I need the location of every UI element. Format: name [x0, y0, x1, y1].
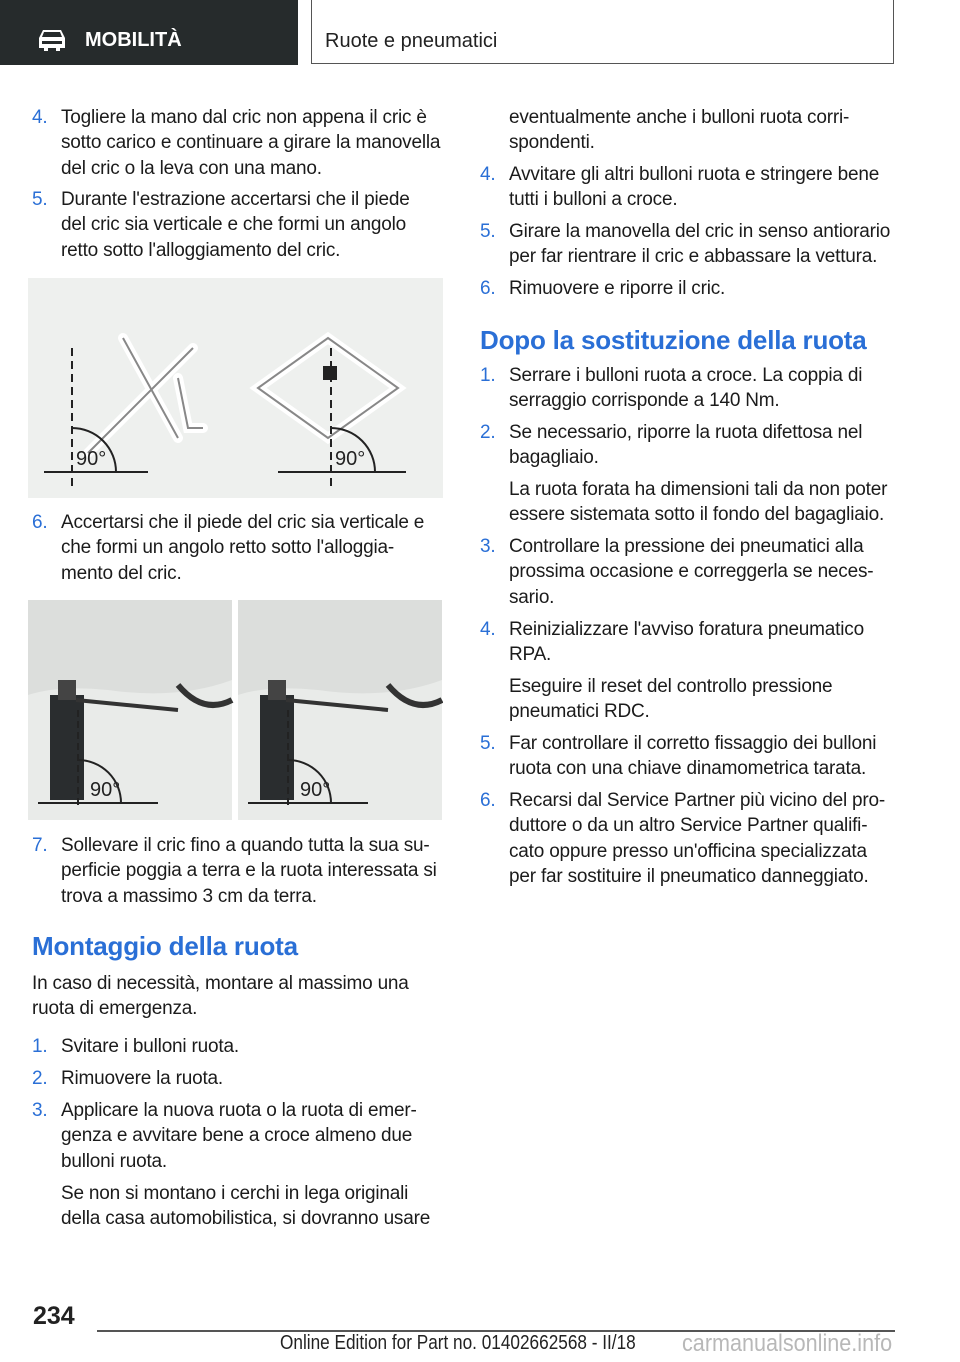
text-line: Rimuovere e riporre il cric. — [509, 278, 726, 299]
text-line: sario. — [509, 586, 555, 608]
step-number: 2. — [32, 1068, 48, 1089]
step-text — [509, 477, 887, 528]
angle-label: 90° — [90, 779, 121, 801]
text-line: Togliere la mano dal cric non appena il cric è — [61, 107, 427, 128]
text-line: prossima occasione e correggerla se neces- — [509, 561, 874, 583]
page-number: 234 — [33, 1302, 75, 1330]
step-number: 5. — [480, 733, 496, 754]
text-line: In caso di necessità, montare al massimo una — [32, 973, 409, 994]
text-line: Se non si montano i cerchi in lega originali — [61, 1183, 409, 1204]
step-number: 6. — [480, 278, 496, 299]
step-text — [509, 219, 890, 270]
text-line: del cric o la leva con una mano. — [61, 157, 322, 179]
text-line: Applicare la nuova ruota o la ruota di emer- — [61, 1100, 417, 1121]
step-text — [509, 276, 725, 301]
step-number: 7. — [32, 835, 48, 856]
section-heading: Dopo la sostituzione della ruota — [480, 325, 867, 355]
chapter-box — [311, 0, 894, 64]
step-number: 5. — [32, 189, 48, 210]
step-text — [61, 1098, 417, 1174]
text-line: per far sostituire il pneumatico danneggiato. — [509, 865, 869, 887]
text-line: della casa automobilistica, si dovranno usare — [61, 1208, 431, 1230]
angle-label: 90° — [335, 448, 366, 470]
jack-angle-diagram — [28, 278, 443, 498]
footer-edition: Online Edition for Part no. 01402662568 - II/18 — [280, 1332, 636, 1354]
step-number: 1. — [32, 1036, 48, 1057]
text-line: spondenti. — [509, 132, 595, 154]
text-line: Se necessario, riporre la ruota difettosa nel — [509, 422, 863, 443]
step-text — [509, 731, 876, 782]
step-text — [61, 1181, 430, 1232]
text-line: Eseguire il reset del controllo pressione — [509, 676, 833, 697]
step-number: 2. — [480, 422, 496, 443]
text-line: cato oppure presso un'officina specializzata — [509, 840, 867, 862]
text-line: Accertarsi che il piede del cric sia verticale e — [61, 512, 425, 533]
car-icon — [36, 28, 68, 52]
watermark: carmanualsonline.info — [682, 1330, 893, 1357]
text-line: Avvitare gli altri bulloni ruota e stringere bene — [509, 164, 880, 185]
text-line: La ruota forata ha dimensioni tali da non poter — [509, 479, 888, 500]
text-line: ruota con una chiave dinamometrica tarata. — [509, 758, 867, 780]
step-text — [509, 617, 864, 668]
text-line: Durante l'estrazione accertarsi che il piede — [61, 189, 410, 210]
step-text — [509, 420, 862, 471]
step-number: 3. — [32, 1100, 48, 1121]
step-number: 4. — [32, 107, 48, 128]
step-text — [61, 187, 410, 263]
angle-label: 90° — [300, 779, 331, 801]
text-line: Svitare i bulloni ruota. — [61, 1036, 239, 1057]
step-number: 3. — [480, 536, 496, 557]
text-line: genza e avvitare bene a croce almeno due — [61, 1125, 413, 1147]
text-line: Serrare i bulloni ruota a croce. La coppia di — [509, 365, 863, 386]
text-line: tutti i bulloni a croce. — [509, 189, 678, 211]
step-number: 5. — [480, 221, 496, 242]
step-text — [61, 1034, 239, 1059]
step-text — [509, 674, 832, 725]
step-number: 6. — [480, 790, 496, 811]
text-line: Far controllare il corretto fissaggio dei bulloni — [509, 733, 877, 754]
step-text — [61, 510, 424, 586]
text-line: essere sistemata sotto il fondo del bagagliaio. — [509, 504, 885, 526]
text-line: sotto carico e continuare a girare la manovella — [61, 132, 441, 154]
text-line: serraggio corrisponde a 140 Nm. — [509, 390, 780, 412]
step-text — [509, 162, 879, 213]
text-line: perficie poggia a terra e la ruota interessata si — [61, 860, 437, 882]
text-line: Controllare la pressione dei pneumatici alla — [509, 536, 864, 557]
step-text — [509, 534, 873, 610]
text-line: RPA. — [509, 644, 552, 666]
text-line: duttore o da un altro Service Partner qualifi- — [509, 815, 868, 837]
text-line: Rimuovere la ruota. — [61, 1068, 223, 1089]
jack-photo-pair — [28, 600, 443, 820]
text-line: bulloni ruota. — [61, 1150, 167, 1172]
step-text — [61, 833, 437, 909]
text-line: Girare la manovella del cric in senso antiorario — [509, 221, 891, 242]
section-title: MOBILITÀ — [85, 29, 182, 51]
text-line: mento del cric. — [61, 562, 182, 584]
step-number: 4. — [480, 619, 496, 640]
section-heading: Montaggio della ruota — [32, 931, 298, 961]
text-line: del cric sia verticale e che formi un angolo — [61, 214, 406, 236]
step-text — [61, 105, 440, 181]
step-number: 1. — [480, 365, 496, 386]
text-line: bagagliaio. — [509, 447, 599, 469]
chapter-title: Ruote e pneumatici — [325, 30, 498, 52]
step-text — [509, 105, 849, 156]
text-line: retto sotto l'alloggiamento del cric. — [61, 239, 341, 261]
text-line: ruota di emergenza. — [32, 998, 198, 1020]
text-line: trova a massimo 3 cm da terra. — [61, 885, 317, 907]
step-text — [509, 788, 885, 889]
angle-label: 90° — [76, 448, 107, 470]
text-line: Reinizializzare l'avviso foratura pneumatico — [509, 619, 864, 640]
text-line: Sollevare il cric fino a quando tutta la sua su- — [61, 835, 430, 856]
step-text — [61, 1066, 223, 1091]
section-tab — [0, 0, 298, 65]
text-line: Recarsi dal Service Partner più vicino del pro- — [509, 790, 886, 811]
step-number: 4. — [480, 164, 496, 185]
step-number: 6. — [32, 512, 48, 533]
paragraph — [32, 971, 445, 1022]
text-line: pneumatici RDC. — [509, 701, 650, 723]
text-line: eventualmente anche i bulloni ruota corri- — [509, 107, 850, 128]
text-line: che formi un angolo retto sotto l'alloggia- — [61, 537, 395, 559]
step-text — [509, 363, 862, 414]
text-line: per far rientrare il cric e abbassare la vettura. — [509, 246, 878, 268]
